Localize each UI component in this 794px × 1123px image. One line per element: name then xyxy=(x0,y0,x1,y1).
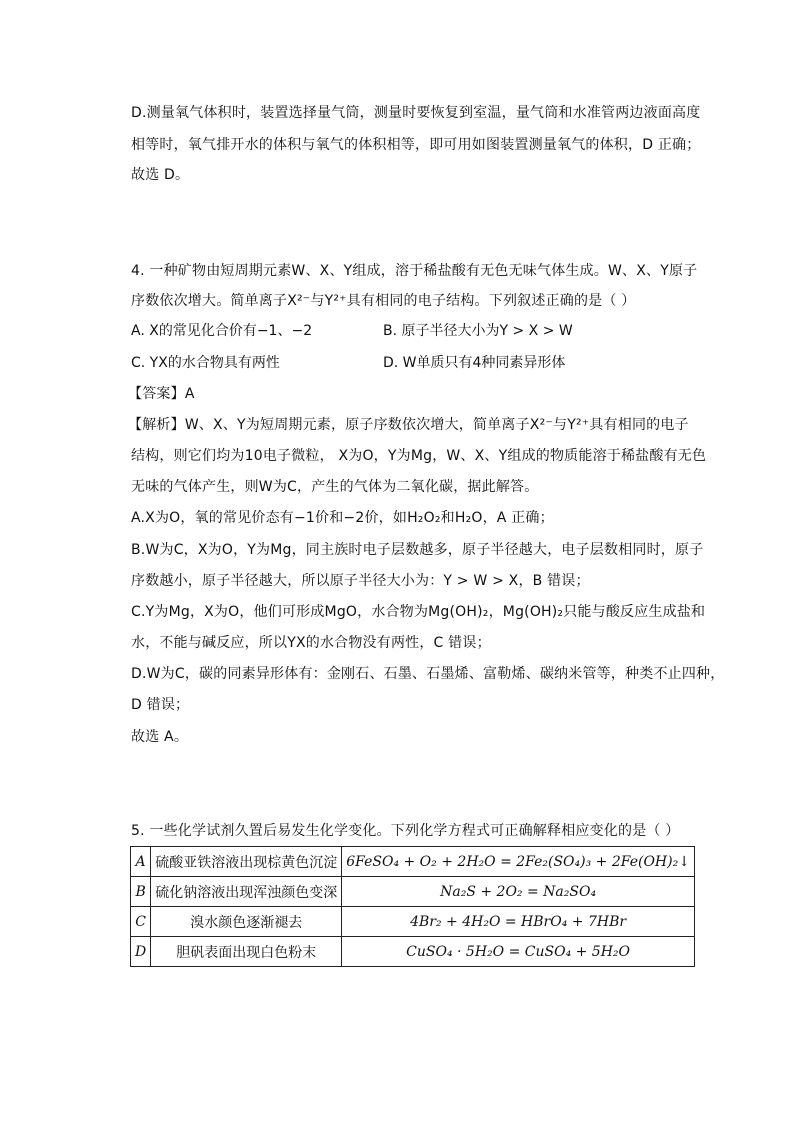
row-description: 硫化钠溶液出现浑浊颜色变深 xyxy=(151,877,342,907)
q4-analysis-line-6: 序数越小，原子半径越大，所以原子半径大小为：Y > W > X，B 错误； xyxy=(131,573,590,589)
analysis-tag: 【解析】 xyxy=(128,417,185,433)
q5-table xyxy=(130,846,695,967)
analysis-text: W、X、Y为短周期元素，原子序数依次增大，简单离子X²⁻与Y²⁺具有相同的电子 xyxy=(184,417,689,433)
row-description: 溴水颜色逐渐褪去 xyxy=(151,907,342,937)
answer-value: A xyxy=(184,386,195,402)
q4-option-c: C. YX的水合物具有两性 xyxy=(131,355,280,371)
q4-analysis-line-11: 故选 A。 xyxy=(131,729,189,745)
prev-line-2: 相等时，氧气排开水的体积与氧气的体积相等，即可用如图装置测量氧气的体积，D 正确； xyxy=(131,137,701,153)
row-key: B xyxy=(131,877,151,907)
prev-line-1: D.测量氧气体积时，装置选择量气筒，测量时要恢复到室温，量气筒和水准管两边液面高度 xyxy=(131,105,701,121)
table-row xyxy=(131,847,695,877)
answer-tag: 【答案】 xyxy=(128,386,185,402)
row-description: 硫酸亚铁溶液出现棕黄色沉淀 xyxy=(151,847,342,877)
table-row xyxy=(131,877,695,907)
row-key: D xyxy=(131,937,151,967)
row-key: C xyxy=(131,907,151,937)
q4-option-a: A. X的常见化合价有−1、−2 xyxy=(131,323,313,339)
row-equation: 4Br₂ + 4H₂O = HBrO₄ + 7HBr xyxy=(342,907,695,937)
q4-analysis-line-4: A.X为O，氧的常见价态有−1价和−2价，如H₂O₂和H₂O，A 正确； xyxy=(131,510,554,526)
q4-stem-line-1: 4. 一种矿物由短周期元素W、X、Y组成，溶于稀盐酸有无色无味气体生成。W、X、Y原子 xyxy=(131,263,698,279)
row-description: 胆矾表面出现白色粉末 xyxy=(151,937,342,967)
row-key: A xyxy=(131,847,151,877)
q5-stem: 5. 一些化学试剂久置后易发生化学变化。下列化学方程式可正确解释相应变化的是（ ） xyxy=(131,823,680,839)
q4-analysis-line-1 xyxy=(128,416,689,434)
table-row xyxy=(131,907,695,937)
q4-analysis-line-2: 结构，则它们均为10电子微粒， X为O，Y为Mg，W、X、Y组成的物质能溶于稀盐酸有无色 xyxy=(131,448,707,464)
q4-analysis-line-5: B.W为C，X为O，Y为Mg，同主族时电子层数越多，原子半径越大，电子层数相同时，原子 xyxy=(131,542,704,558)
q4-stem-line-2: 序数依次增大。简单离子X²⁻与Y²⁺具有相同的电子结构。下列叙述正确的是（ ） xyxy=(131,293,636,309)
q4-analysis-line-8: 水，不能与碱反应，所以YX的水合物没有两性，C 错误； xyxy=(131,635,491,651)
row-equation: 6FeSO₄ + O₂ + 2H₂O = 2Fe₂(SO₄)₃ + 2Fe(OH)₂↓ xyxy=(342,847,695,877)
q4-analysis-line-9: D.W为C，碳的同素异形体有：金刚石、石墨、石墨烯、富勒烯、碳纳米管等，种类不止四种， xyxy=(131,666,725,682)
q4-option-b: B. 原子半径大小为Y > X > W xyxy=(383,323,573,339)
q4-option-d: D. W单质只有4种同素异形体 xyxy=(383,355,566,371)
row-equation: CuSO₄ · 5H₂O = CuSO₄ + 5H₂O xyxy=(342,937,695,967)
table-row xyxy=(131,937,695,967)
q4-answer xyxy=(128,385,195,403)
row-equation: Na₂S + 2O₂ = Na₂SO₄ xyxy=(342,877,695,907)
q4-analysis-line-3: 无味的气体产生，则W为C，产生的气体为二氧化碳，据此解答。 xyxy=(131,479,539,495)
q4-analysis-line-7: C.Y为Mg，X为O，他们可形成MgO，水合物为Mg(OH)₂，Mg(OH)₂只能与酸反应生成盐和 xyxy=(131,604,706,620)
prev-line-3: 故选 D。 xyxy=(131,167,190,183)
q4-analysis-line-10: D 错误； xyxy=(131,697,190,713)
